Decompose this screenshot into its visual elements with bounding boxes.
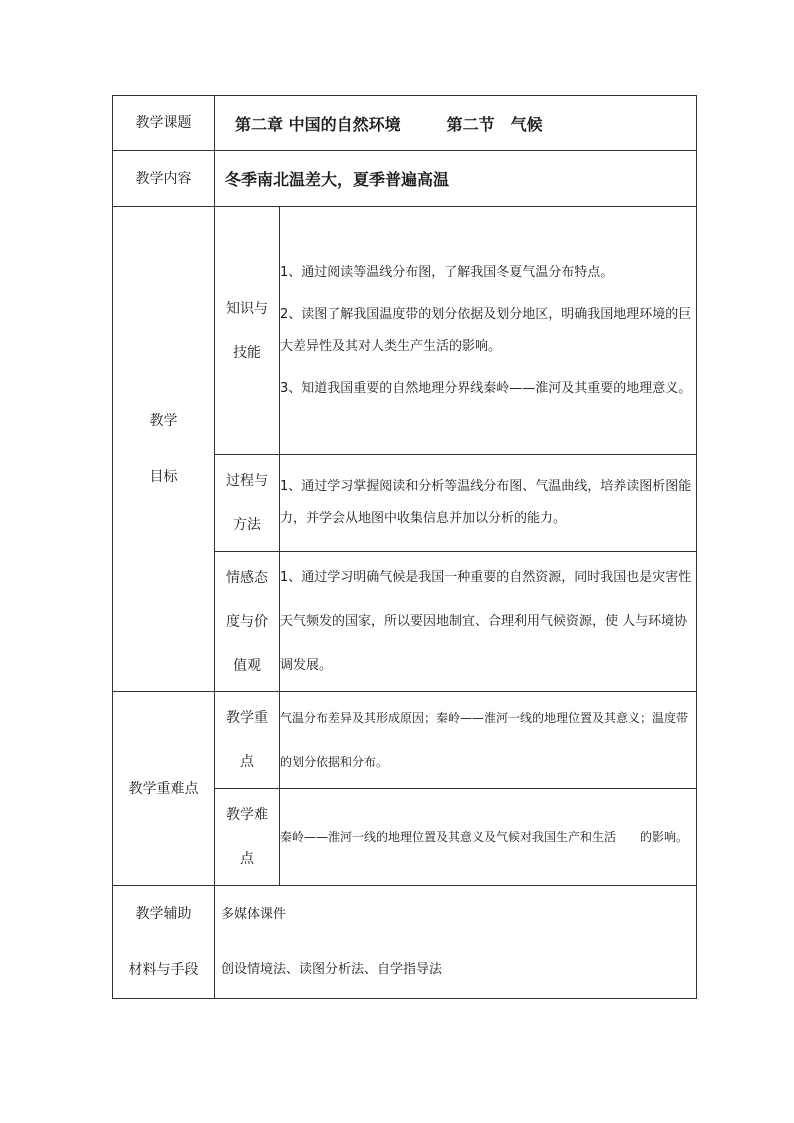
aux-material: 多媒体课件 bbox=[221, 907, 287, 922]
content-row bbox=[113, 151, 697, 207]
process-label-line2: 方法 bbox=[233, 517, 261, 533]
aux-content bbox=[215, 886, 697, 999]
emotion-label-line2: 度与价 bbox=[226, 613, 268, 630]
hard-point-label-line1: 教学难 bbox=[226, 807, 268, 823]
goals-label-line1: 教学 bbox=[149, 413, 178, 429]
aux-label-line2: 材料与手段 bbox=[128, 962, 199, 978]
aux-label bbox=[113, 886, 215, 999]
key-point-row bbox=[113, 692, 697, 789]
content-text: 冬季南北温差大，夏季普遍高温 bbox=[215, 151, 697, 207]
process-label bbox=[215, 455, 280, 552]
aux-label-line1: 教学辅助 bbox=[135, 906, 192, 922]
difficulty-label: 教学重难点 bbox=[113, 692, 215, 886]
topic-label: 教学课题 bbox=[113, 96, 215, 151]
chapter-title: 第二章 中国的自然环境 bbox=[235, 114, 401, 134]
aux-row bbox=[113, 886, 697, 999]
knowledge-label bbox=[215, 207, 280, 455]
process-text bbox=[280, 455, 697, 552]
knowledge-text bbox=[280, 207, 697, 455]
emotion-paragraph: 1、通过学习明确气候是我国一种重要的自然资源，同时我国也是灾害性天气频发的国家，所以要因地制宜、合理利用气候资源，使 人与环境协调发展。 bbox=[280, 569, 692, 673]
hard-point-label bbox=[215, 789, 280, 886]
emotion-text bbox=[280, 552, 697, 692]
topic-row bbox=[113, 96, 697, 151]
key-point-label-line2: 点 bbox=[240, 754, 254, 770]
knowledge-item-3: 3、知道我国重要的自然地理分界线秦岭——淮河及其重要的地理意义。 bbox=[280, 380, 692, 396]
process-label-line1: 过程与 bbox=[226, 473, 268, 489]
key-point-text: 气温分布差异及其形成原因；秦岭——淮河一线的地理位置及其意义；温度带的划分依据和分布。 bbox=[280, 692, 697, 789]
emotion-label-line1: 情感态 bbox=[226, 569, 268, 586]
emotion-label-line3: 值观 bbox=[233, 657, 261, 674]
key-point-label-line1: 教学重 bbox=[226, 710, 268, 726]
knowledge-item-1: 1、通过阅读等温线分布图，了解我国冬夏气温分布特点。 bbox=[280, 264, 614, 280]
knowledge-label-line1: 知识与 bbox=[226, 300, 268, 317]
goals-label-line2: 目标 bbox=[149, 469, 178, 485]
lesson-plan-table bbox=[112, 95, 697, 999]
hard-point-text: 秦岭——淮河一线的地理位置及其意义及气候对我国生产和生活 的影响。 bbox=[280, 789, 697, 886]
content-label: 教学内容 bbox=[113, 151, 215, 207]
key-point-label bbox=[215, 692, 280, 789]
goals-label bbox=[113, 207, 215, 692]
knowledge-label-line2: 技能 bbox=[233, 344, 261, 361]
process-paragraph: 1、通过学习掌握阅读和分析等温线分布图、气温曲线，培养读图析图能力，并学会从地图中收集信息并加以分析的能力。 bbox=[280, 479, 692, 526]
aux-method: 创设情境法、读图分析法、自学指导法 bbox=[221, 962, 443, 977]
knowledge-row bbox=[113, 207, 697, 455]
topic-title bbox=[215, 96, 697, 151]
section-title: 第二节 气候 bbox=[446, 114, 543, 134]
emotion-label bbox=[215, 552, 280, 692]
knowledge-item-2: 2、读图了解我国温度带的划分依据及划分地区，明确我国地理环境的巨大差异性及其对人类生产生活的影响。 bbox=[280, 306, 692, 354]
hard-point-label-line2: 点 bbox=[240, 851, 254, 867]
